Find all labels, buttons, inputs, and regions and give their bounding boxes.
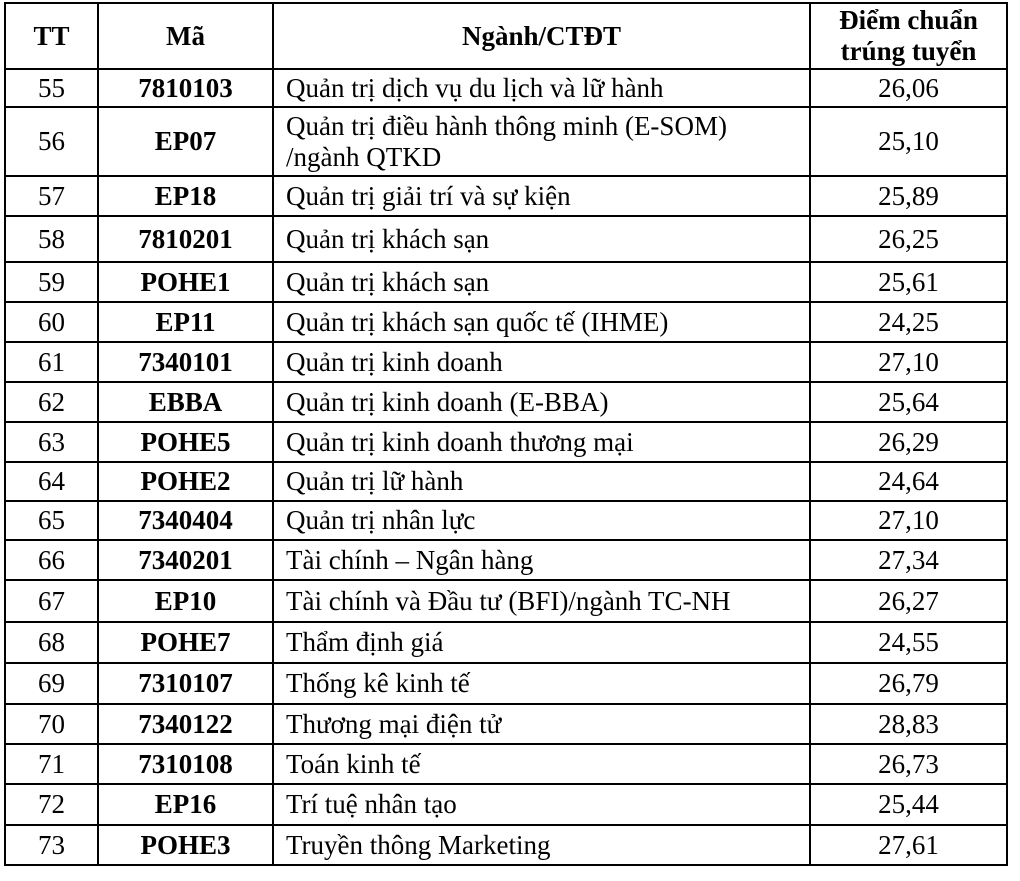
table-row xyxy=(5,107,1007,176)
cell-nganh xyxy=(273,580,810,622)
cell-tt: 59 xyxy=(5,262,98,302)
table-row xyxy=(5,580,1007,622)
cell-nganh-line: Trí tuệ nhân tạo xyxy=(286,789,457,819)
cell-nganh xyxy=(273,744,810,784)
cell-ma: 7340122 xyxy=(98,704,273,744)
cell-diem: 26,79 xyxy=(810,663,1007,704)
cell-nganh-line: Quản trị kinh doanh (E-BBA) xyxy=(286,386,609,417)
table-row xyxy=(5,622,1007,663)
table-row xyxy=(5,540,1007,580)
cell-tt: 62 xyxy=(5,382,98,422)
table-row xyxy=(5,302,1007,342)
table-row xyxy=(5,825,1007,865)
cell-nganh-line: Quản trị kinh doanh thương mại xyxy=(286,426,634,457)
cell-nganh-line: Quản trị khách sạn xyxy=(286,223,490,254)
cell-tt: 58 xyxy=(5,216,98,262)
cell-diem: 24,25 xyxy=(810,302,1007,342)
cell-diem: 25,64 xyxy=(810,382,1007,422)
cell-tt: 69 xyxy=(5,663,98,704)
header-diem-line1: Điểm chuẩn xyxy=(839,5,978,35)
cell-nganh xyxy=(273,540,810,580)
cell-nganh xyxy=(273,462,810,501)
cell-nganh-line: Quản trị giải trí và sự kiện xyxy=(286,180,571,211)
cell-ma: POHE3 xyxy=(98,825,273,865)
cell-ma: 7310107 xyxy=(98,663,273,704)
cell-nganh xyxy=(273,784,810,825)
cell-tt: 64 xyxy=(5,462,98,501)
cell-diem: 26,29 xyxy=(810,422,1007,462)
cell-diem: 26,73 xyxy=(810,744,1007,784)
cell-ma: EP18 xyxy=(98,176,273,216)
cell-ma: POHE7 xyxy=(98,622,273,663)
cell-tt: 57 xyxy=(5,176,98,216)
cell-tt: 73 xyxy=(5,825,98,865)
table-row xyxy=(5,663,1007,704)
table-row xyxy=(5,704,1007,744)
table-row xyxy=(5,262,1007,302)
cell-diem: 25,44 xyxy=(810,784,1007,825)
cell-tt: 67 xyxy=(5,580,98,622)
cell-nganh xyxy=(273,107,810,176)
cell-nganh xyxy=(273,382,810,422)
cell-diem: 27,10 xyxy=(810,342,1007,382)
header-tt: TT xyxy=(5,3,98,69)
table-row xyxy=(5,176,1007,216)
cell-tt: 66 xyxy=(5,540,98,580)
cell-ma: 7340101 xyxy=(98,342,273,382)
cell-nganh-line: Tài chính – Ngân hàng xyxy=(286,544,534,575)
cell-nganh xyxy=(273,342,810,382)
cell-ma: EP10 xyxy=(98,580,273,622)
cell-nganh-line: Quản trị điều hành thông minh (E-SOM) xyxy=(286,110,727,141)
cell-nganh-line: Truyền thông Marketing xyxy=(286,829,551,860)
cell-ma: POHE1 xyxy=(98,262,273,302)
cell-diem: 25,10 xyxy=(810,107,1007,176)
cell-ma: 7310108 xyxy=(98,744,273,784)
table-row xyxy=(5,382,1007,422)
cell-ma: 7810201 xyxy=(98,216,273,262)
cell-nganh-line: Quản trị lữ hành xyxy=(286,466,464,496)
table-row xyxy=(5,744,1007,784)
cell-tt: 72 xyxy=(5,784,98,825)
table-row xyxy=(5,69,1007,107)
cell-nganh xyxy=(273,825,810,865)
cell-tt: 56 xyxy=(5,107,98,176)
table-row xyxy=(5,342,1007,382)
cell-diem: 26,06 xyxy=(810,69,1007,107)
table-row xyxy=(5,462,1007,501)
cell-nganh xyxy=(273,422,810,462)
cell-nganh xyxy=(273,262,810,302)
cell-diem: 26,27 xyxy=(810,580,1007,622)
header-ma: Mã xyxy=(98,3,273,69)
cell-ma: POHE5 xyxy=(98,422,273,462)
cell-diem: 26,25 xyxy=(810,216,1007,262)
cell-nganh-line: Thẩm định giá xyxy=(286,627,444,657)
header-nganh: Ngành/CTĐT xyxy=(273,3,810,69)
cell-ma: EP11 xyxy=(98,302,273,342)
cell-nganh-line: /ngành QTKD xyxy=(286,141,442,172)
cell-ma: POHE2 xyxy=(98,462,273,501)
cell-diem: 27,34 xyxy=(810,540,1007,580)
cell-nganh xyxy=(273,663,810,704)
cell-ma: EP16 xyxy=(98,784,273,825)
header-diem xyxy=(810,3,1007,69)
cell-nganh xyxy=(273,69,810,107)
table-row xyxy=(5,216,1007,262)
cell-nganh-line: Thương mại điện tử xyxy=(286,708,502,739)
cell-diem: 28,83 xyxy=(810,704,1007,744)
cell-diem: 24,64 xyxy=(810,462,1007,501)
table-row xyxy=(5,501,1007,540)
cell-ma: EBBA xyxy=(98,382,273,422)
table-row xyxy=(5,422,1007,462)
cell-diem: 25,61 xyxy=(810,262,1007,302)
cell-ma: 7340404 xyxy=(98,501,273,540)
cell-ma: EP07 xyxy=(98,107,273,176)
cell-tt: 71 xyxy=(5,744,98,784)
cell-nganh-line: Toán kinh tế xyxy=(286,748,421,779)
cell-nganh xyxy=(273,501,810,540)
cell-diem: 24,55 xyxy=(810,622,1007,663)
cell-nganh-line: Quản trị nhân lực xyxy=(286,505,476,535)
cell-nganh xyxy=(273,302,810,342)
cell-tt: 70 xyxy=(5,704,98,744)
cell-tt: 61 xyxy=(5,342,98,382)
cell-ma: 7810103 xyxy=(98,69,273,107)
cell-diem: 27,61 xyxy=(810,825,1007,865)
admission-score-table xyxy=(4,2,1008,866)
cell-nganh-line: Tài chính và Đầu tư (BFI)/ngành TC-NH xyxy=(286,585,731,616)
cell-nganh-line: Quản trị khách sạn xyxy=(286,266,490,297)
cell-nganh xyxy=(273,176,810,216)
cell-tt: 63 xyxy=(5,422,98,462)
cell-tt: 68 xyxy=(5,622,98,663)
cell-nganh-line: Thống kê kinh tế xyxy=(286,668,470,698)
cell-diem: 25,89 xyxy=(810,176,1007,216)
cell-nganh-line: Quản trị khách sạn quốc tế (IHME) xyxy=(286,306,669,337)
cell-nganh xyxy=(273,216,810,262)
cell-ma: 7340201 xyxy=(98,540,273,580)
table-row xyxy=(5,784,1007,825)
cell-nganh-line: Quản trị dịch vụ du lịch và lữ hành xyxy=(286,72,664,103)
header-row xyxy=(5,3,1007,69)
cell-nganh xyxy=(273,622,810,663)
cell-nganh xyxy=(273,704,810,744)
cell-tt: 55 xyxy=(5,69,98,107)
cell-tt: 60 xyxy=(5,302,98,342)
cell-tt: 65 xyxy=(5,501,98,540)
cell-diem: 27,10 xyxy=(810,501,1007,540)
header-diem-line2: trúng tuyển xyxy=(840,36,977,66)
cell-nganh-line: Quản trị kinh doanh xyxy=(286,346,503,377)
